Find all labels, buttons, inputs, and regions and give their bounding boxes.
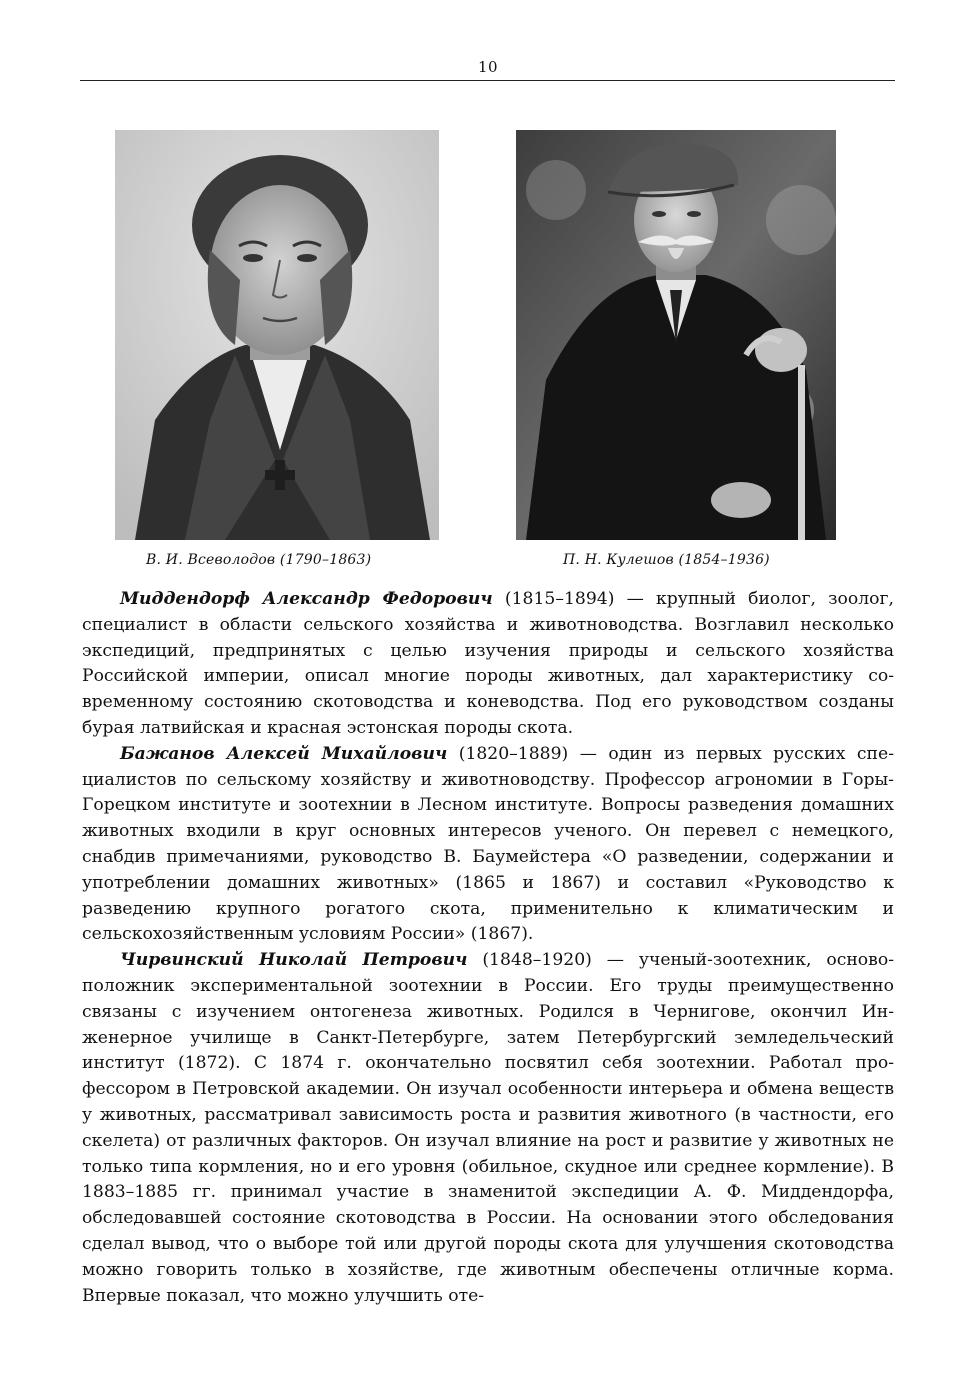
paragraph-text: (1815–1894) — крупный биолог, зоолог, специалист в области сельского хозяйства и животноводства. Возглавил несколько экспедиций, предпринятых с целью изучения природы и сельского хозяйства Российской империи, описал многие породы животных, дал характеристику современному состоянию скотоводства и коневодства. Под его руководством созданы бурая латвийская и красная эстонская породы скота. — [82, 589, 894, 738]
paragraph-bazhanov — [82, 742, 894, 948]
page-number: 10 — [477, 58, 499, 76]
portrait-vsevolodov — [115, 130, 439, 540]
text-body — [82, 587, 894, 1309]
person-name: Миддендорф Александр Федорович — [120, 589, 493, 609]
person-name: Чирвинский Николай Петрович — [120, 950, 468, 971]
paragraph-text: (1848–1920) — ученый-зоотехник, основоположник экспериментальной зоотехнии в России. Его труды преимущественно связаны с изучением онтогенеза животных. Родился в Чернигове, окончил Инженерное училище в Санкт-Петербурге, затем Петербургский земледельческий институт (1872). С 1874 г. окончательно посвятил себя зоотехнии. Работал профессором в Петровской академии. Он изучал особенности интерьера и обмена веществ у животных, рассматривал зависимость роста и развития животного (в частности, его скелета) от различных факторов. Он изучал влияние на рост и развитие у животных не только типа кормления, но и его уровня (обильное, скудное или среднее кормление). В 1883–1885 гг. принимал участие в знаменитой экспедиции А. Ф. Миддендорфа, обследовавшей состояние скотоводства в России. На основании этого обследования сделал вывод, что о выборе той или другой породы скота для улучшения скотоводства можно говорить только в хозяйстве, где животным обеспечены отличные корма. Впервые показал, что можно улучшить оте- — [82, 950, 894, 1306]
person-name: Бажанов Алексей Михайлович — [120, 743, 448, 764]
figure-caption-left: В. И. Всеволодов (1790–1863) — [146, 552, 372, 568]
figure-caption-right: П. Н. Кулешов (1854–1936) — [563, 552, 770, 568]
paragraph-chirvinsky — [82, 948, 894, 1309]
paragraph-text: (1820–1889) — один из первых русских специалистов по сельскому хозяйству и животноводству. Профессор агрономии в Горы-Горецком институте и зоотехнии в Лесном институте. Вопросы разведения домашних животных входили в круг основных интересов ученого. Он перевел с немецкого, снабдив примечаниями, руководство В. Баумейстера «О разведении, содержании и употреблении домашних животных» (1865 и 1867) и составил «Руководство к разведению крупного рогатого скота, применительно к климатическим и сельскохозяйственным условиям России» (1867). — [82, 743, 894, 945]
portrait-kuleshov — [516, 130, 836, 540]
header-rule — [80, 80, 895, 81]
paragraph-middendorf — [82, 587, 894, 742]
